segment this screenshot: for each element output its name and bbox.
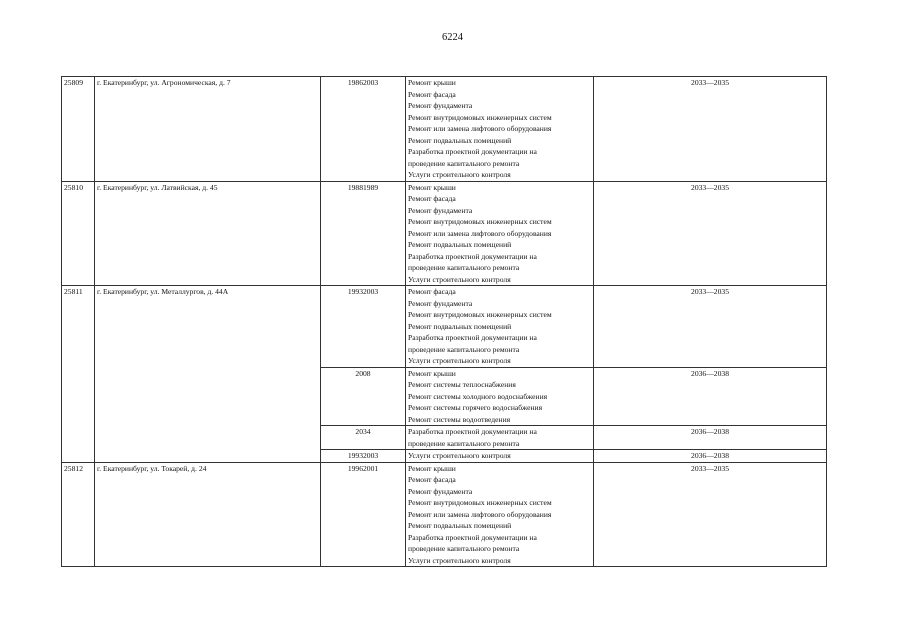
table-row (62, 286, 827, 368)
table-row (62, 462, 827, 567)
entry-year: 19932003 (321, 450, 406, 463)
entry-works: Ремонт фасада Ремонт фундамента Ремонт внутридомовых инженерных систем Ремонт подвальных помещений Разработка проектной документации на проведение капитального ремонта Услуги строительного контроля (406, 286, 594, 368)
entry-works: Ремонт крыши Ремонт фасада Ремонт фундамента Ремонт внутридомовых инженерных систем Ремонт или замена лифтового оборудования Ремонт подвальных помещений Разработка проектной документации на проведение капитального ремонта Услуги строительного контроля (406, 77, 594, 182)
table-row (62, 77, 827, 182)
entry-period: 2036—2038 (594, 426, 827, 450)
table-row (62, 181, 827, 286)
entry-period: 2033—2035 (594, 77, 827, 182)
entry-address: г. Екатеринбург, ул. Агрономическая, д. 7 (95, 77, 321, 182)
entry-period: 2036—2038 (594, 450, 827, 463)
entry-address: г. Екатеринбург, ул. Токарей, д. 24 (95, 462, 321, 567)
entry-period: 2036—2038 (594, 367, 827, 426)
entry-year: 19962001 (321, 462, 406, 567)
entry-number: 25810 (62, 181, 95, 286)
repair-schedule-table (61, 76, 827, 567)
entry-period: 2033—2035 (594, 462, 827, 567)
entry-address: г. Екатеринбург, ул. Металлургов, д. 44А (95, 286, 321, 463)
entry-number: 25809 (62, 77, 95, 182)
page-number: 6224 (442, 32, 463, 43)
entry-year: 19881989 (321, 181, 406, 286)
entry-year: 2008 (321, 367, 406, 426)
entry-year: 19862003 (321, 77, 406, 182)
entry-works: Ремонт крыши Ремонт фасада Ремонт фундамента Ремонт внутридомовых инженерных систем Ремонт или замена лифтового оборудования Ремонт подвальных помещений Разработка проектной документации на проведение капитального ремонта Услуги строительного контроля (406, 462, 594, 567)
entry-year: 2034 (321, 426, 406, 450)
entry-number: 25811 (62, 286, 95, 463)
entry-number: 25812 (62, 462, 95, 567)
entry-works: Разработка проектной документации на проведение капитального ремонта (406, 426, 594, 450)
entry-period: 2033—2035 (594, 181, 827, 286)
entry-period: 2033—2035 (594, 286, 827, 368)
entry-works: Услуги строительного контроля (406, 450, 594, 463)
entry-works: Ремонт крыши Ремонт фасада Ремонт фундамента Ремонт внутридомовых инженерных систем Ремонт или замена лифтового оборудования Ремонт подвальных помещений Разработка проектной документации на проведение капитального ремонта Услуги строительного контроля (406, 181, 594, 286)
entry-address: г. Екатеринбург, ул. Латвийская, д. 45 (95, 181, 321, 286)
entry-works: Ремонт крыши Ремонт системы теплоснабжения Ремонт системы холодного водоснабжения Ремонт системы горячего водоснабжения Ремонт системы водоотведения (406, 367, 594, 426)
entry-year: 19932003 (321, 286, 406, 368)
